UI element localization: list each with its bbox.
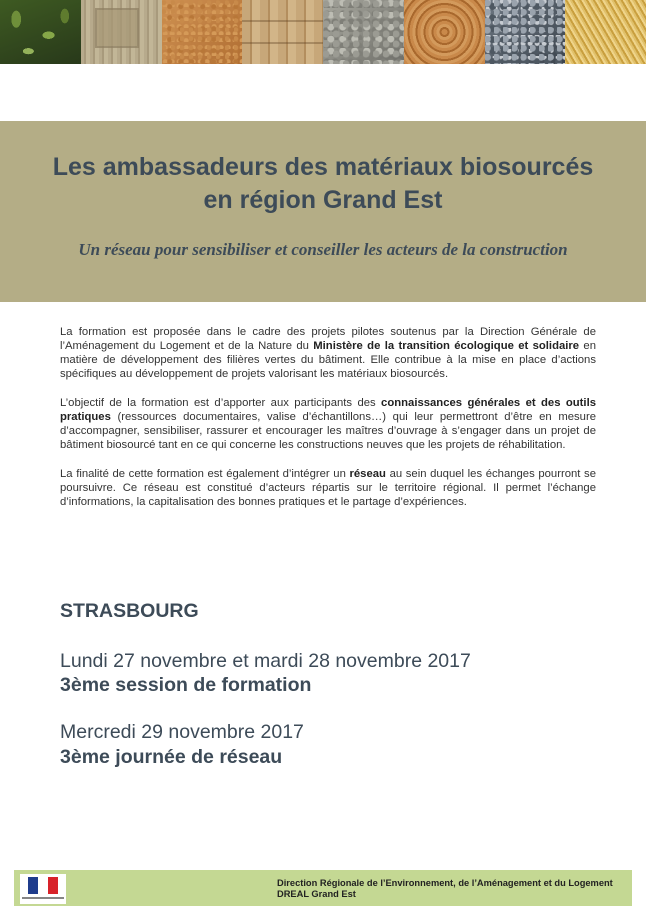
title-banner — [0, 121, 646, 302]
title-line-1: Les ambassadeurs des matériaux biosourcés — [52, 153, 594, 181]
french-flag-icon — [28, 877, 58, 894]
footer-text — [277, 878, 613, 900]
title-line-2: en région Grand Est — [203, 186, 443, 214]
event-title-2: 3ème journée de réseau — [60, 746, 283, 768]
hemp-concrete-block-image — [81, 0, 162, 64]
header-image-strip — [0, 0, 646, 64]
hemp-plant-image — [0, 0, 81, 64]
page-title — [0, 151, 646, 217]
footer-line-2: DREAL Grand Est — [277, 889, 356, 899]
intro-text — [60, 325, 596, 524]
event-title-1: 3ème session de formation — [60, 674, 312, 696]
sheep-wool-image — [323, 0, 404, 64]
paragraph-1: La formation est proposée dans le cadre des projets pilotes soutenus par la Direction Générale de l’Aménagement du Logement et de la Nature du Ministère de la transition écologique et solidaire en matière de développement des filières vertes du bâtiment. Elle contribue à la mise en place d’actions spécifiques au développement de projets valorisant les matériaux biosourcés. — [60, 326, 596, 380]
wood-board-image — [242, 0, 323, 64]
page-subtitle: Un réseau pour sensibiliser et conseiller les acteurs de la construction — [78, 240, 568, 259]
wood-fiber-image — [162, 0, 243, 64]
footer-bar — [14, 870, 632, 906]
cellulose-wool-image — [485, 0, 566, 64]
paragraph-3: La finalité de cette formation est également d’intégrer un réseau au sein duquel les échanges pourront se poursuivre. Ce réseau est constitué d’acteurs répartis sur le territoire régional. Il permet l’échange d’informations, la capitalisation des bonnes pratiques et le partage d’expériences. — [60, 468, 596, 508]
straw-image — [565, 0, 646, 64]
republique-francaise-logo — [20, 874, 66, 904]
event-date-2: Mercredi 29 novembre 2017 — [60, 721, 304, 743]
event-date-1: Lundi 27 novembre et mardi 28 novembre 2017 — [60, 650, 471, 672]
event-city: STRASBOURG — [60, 600, 199, 622]
wood-rings-image — [404, 0, 485, 64]
paragraph-2: L’objectif de la formation est d’apporter aux participants des connaissances générales et des outils pratiques (ressources documentaires, valise d’échantillons…) qui leur permettront d’être en mesure d’accompagner, sensibiliser, rassurer et encourager les maîtres d’ouvrage à s’engager dans un projet de bâtiment biosourcé tant en ce qui concerne les constructions neuves que les projets de réhabilitation. — [60, 397, 596, 451]
footer-line-1: Direction Régionale de l’Environnement, de l’Aménagement et du Logement — [277, 878, 613, 888]
